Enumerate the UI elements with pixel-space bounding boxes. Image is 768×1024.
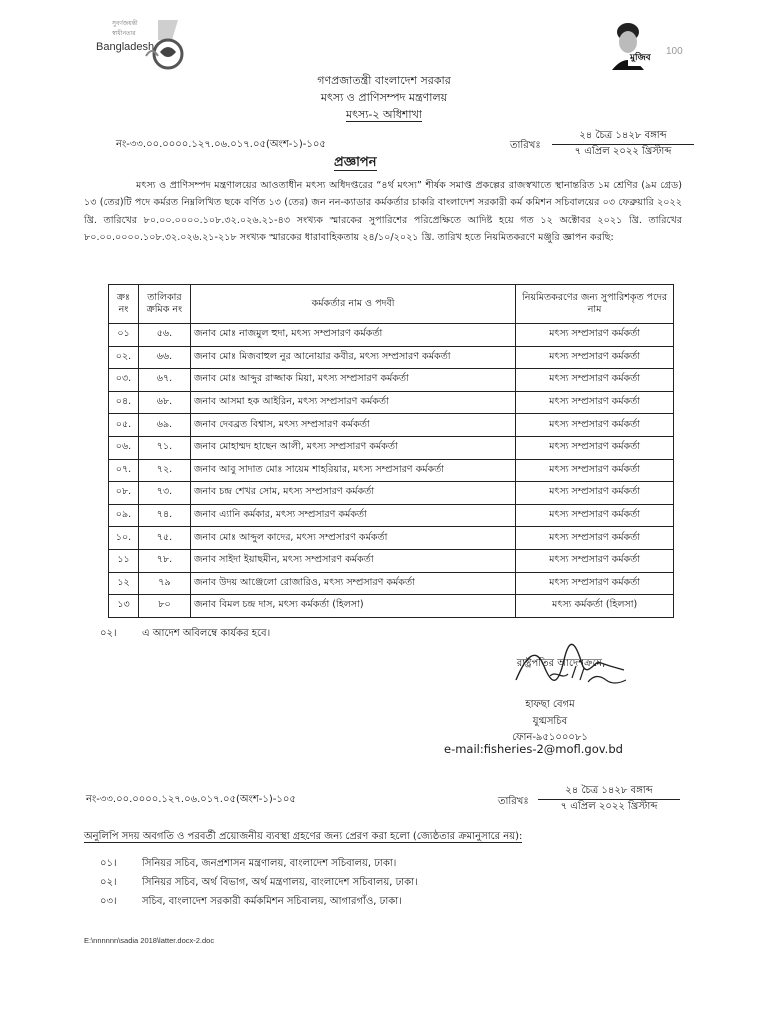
signatory-phone: ফোন-৯৫১০০০৮১ [512, 732, 588, 743]
list-serial-cell: ৭৯ [138, 572, 190, 595]
list-serial-cell: ৮০ [138, 595, 190, 618]
serial-cell: ০৪. [109, 391, 139, 414]
golden-jubilee-logo [96, 16, 196, 72]
notification-body: মৎস্য ও প্রাণিসম্পদ মন্ত্রণালয়ের আওতাধীন মৎস্য অধিদপ্তরের “৪র্থ মৎস্য” শীর্ষক সমাপ্ত প্রকল্পের রাজস্বখাতে স্থানান্তরিত ১ম শ্রেণির (৯ম গ্রেড) ১৩ (তের)টি পদে কর্মরত নিম্নলিখিত ছকে বর্ণিত ১৩ (তের) জন নন-ক্যাডার কর্মকর্তার চাকরি বাংলাদেশ সরকারী কর্ম কমিশন সচিবালয়ের ০৩ ফেব্রুয়ারি ২০২২ খ্রি. তারিখের ৮০.০০.০০০০.১০৮.৩২.০২৬.২১-৪৩ সংখ্যক স্মারকের সুপারিশের পরিপ্রেক্ষিতে আদিষ্ট হয়ে গত ১২ অক্টোবর ২০২১ খ্রি. তারিখের ৮০.০০.০০০০.১০৮.৩২.০২৬.২১-২১৮ সংখ্যক স্মারকের ধারাবাহিকতায় ২৪/১০/২০২১ খ্রি. তারিখ হতে নিয়মিতকরণে মঞ্জুরি জ্ঞাপন করছি: [84, 180, 682, 244]
serial-cell: ০৮. [109, 482, 139, 505]
officer-name-cell: জনাব চন্দ্র শেখর সোম, মৎস্য সম্প্রসারণ কর্মকর্তা [190, 482, 515, 505]
order-text: এ আদেশ অবিলম্বে কার্যকর হবে। [142, 628, 271, 639]
officer-name-cell: জনাব মোঃ মিজবাহুল নুর আনোয়ার কবীর, মৎস্য সম্প্রসারণ কর্মকর্তা [190, 346, 515, 369]
recommended-post-cell: মৎস্য সম্প্রসারণ কর্মকর্তা [516, 459, 674, 482]
date-bangla-bottom: ২৪ চৈত্র ১৪২৮ বঙ্গাব্দ [538, 784, 680, 800]
cc-item-number: ০৩। [100, 896, 117, 907]
date-label: তারিখঃ [510, 140, 541, 151]
list-serial-cell: ৭৫. [138, 527, 190, 550]
table-row [109, 572, 674, 595]
serial-cell: ০৭. [109, 459, 139, 482]
ministry-title: মৎস্য ও প্রাণিসম্পদ মন্ত্রণালয় [320, 91, 448, 104]
recommended-post-cell: মৎস্য সম্প্রসারণ কর্মকর্তা [516, 436, 674, 459]
notification-title-text: প্রজ্ঞাপন [334, 155, 377, 170]
serial-cell: ০১ [109, 324, 139, 347]
signatory-designation: যুগ্মসচিব [532, 716, 568, 727]
table-row [109, 436, 674, 459]
signatory-name: হাফছা বেগম [525, 699, 575, 710]
list-serial-cell: ৭৩. [138, 482, 190, 505]
officer-name-cell: জনাব মোঃ আব্দুর রাজ্জাক মিয়া, মৎস্য সম্প্রসারণ কর্মকর্তা [190, 369, 515, 392]
officer-name-cell: জনাব মোঃ আব্দুল কাদের, মৎস্য সম্প্রসারণ কর্মকর্তা [190, 527, 515, 550]
order-number: ০২। [100, 628, 117, 639]
recommended-post-cell: মৎস্য সম্প্রসারণ কর্মকর্তা [516, 324, 674, 347]
serial-cell: ০৬. [109, 436, 139, 459]
recommended-post-cell: মৎস্য সম্প্রসারণ কর্মকর্তা [516, 414, 674, 437]
serial-cell: ০৩. [109, 369, 139, 392]
table-body [109, 324, 674, 618]
table-row [109, 482, 674, 505]
list-serial-cell: ৬৬. [138, 346, 190, 369]
cc-item-text: সিনিয়র সচিব, জনপ্রশাসন মন্ত্রণালয়, বাংলাদেশ সচিবালয়, ঢাকা। [142, 858, 397, 869]
svg-text:100: 100 [666, 46, 683, 57]
recommended-post-cell: মৎস্য সম্প্রসারণ কর্মকর্তা [516, 572, 674, 595]
recommended-post-cell: মৎস্য কর্মকর্তা (হিলসা) [516, 595, 674, 618]
cc-item-text: সচিব, বাংলাদেশ সরকারী কর্মকমিশন সচিবালয়, আগারগাঁও, ঢাকা। [142, 896, 402, 907]
memo-date [552, 129, 694, 159]
list-serial-cell: ৬৮. [138, 391, 190, 414]
officer-name-cell: জনাব দেবব্রত বিশ্বাস, মৎস্য সম্প্রসারণ কর্মকর্তা [190, 414, 515, 437]
notification-title [334, 153, 377, 174]
recommended-post-cell: মৎস্য সম্প্রসারণ কর্মকর্তা [516, 391, 674, 414]
govt-title: গণপ্রজাতন্ত্রী বাংলাদেশ সরকার [317, 74, 451, 87]
officer-name-cell: জনাব উদয় আঞ্জেলো রোজারিও, মৎস্য সম্প্রসারণ কর্মকর্তা [190, 572, 515, 595]
table-row [109, 595, 674, 618]
officer-name-cell: জনাব আবু সাদাত মোঃ সায়েম শাহরিয়ার, মৎস্য সম্প্রসারণ কর্মকর্তা [190, 459, 515, 482]
officer-name-cell: জনাব বিমল চন্দ্র দাস, মৎস্য কর্মকর্তা (হিলসা) [190, 595, 515, 618]
list-serial-cell: ৭৮. [138, 549, 190, 572]
officer-name-cell: জনাব সাইদা ইয়াছমীন, মৎস্য সম্প্রসারণ কর্মকর্তা [190, 549, 515, 572]
officer-name-cell: জনাব মোহাম্মদ হাছেন আলী, মৎস্য সম্প্রসারণ কর্মকর্তা [190, 436, 515, 459]
serial-cell: ০৯. [109, 504, 139, 527]
cc-item-text: সিনিয়র সচিব, অর্থ বিভাগ, অর্থ মন্ত্রণালয়, বাংলাদেশ সচিবালয়, ঢাকা। [142, 877, 418, 888]
recommended-post-cell: মৎস্য সম্প্রসারণ কর্মকর্তা [516, 527, 674, 550]
officer-name-cell: জনাব আসমা হক আইরিন, মৎস্য সম্প্রসারণ কর্মকর্তা [190, 391, 515, 414]
header-recommended-post: নিয়মিতকরণের জন্য সুপারিশকৃত পদের নাম [516, 285, 674, 324]
mujib-100-logo [606, 14, 688, 70]
recommended-post-cell: মৎস্য সম্প্রসারণ কর্মকর্তা [516, 346, 674, 369]
memo-number: নং-৩৩.০০.০০০০.১২৭.০৬.০১৭.০৫(অংশ-১)-১০৫ [116, 139, 326, 150]
table-header-row [109, 285, 674, 324]
list-serial-cell: ৭২. [138, 459, 190, 482]
list-serial-cell: ৭৪. [138, 504, 190, 527]
serial-cell: ১১ [109, 549, 139, 572]
table-row [109, 414, 674, 437]
memo-number-bottom: নং-৩৩.০০.০০০০.১২৭.০৬.০১৭.০৫(অংশ-১)-১০৫ [86, 794, 296, 805]
table-row [109, 527, 674, 550]
cc-item-number: ০১। [100, 858, 117, 869]
list-serial-cell: ৫৬. [138, 324, 190, 347]
table-row [109, 346, 674, 369]
recommended-post-cell: মৎস্য সম্প্রসারণ কর্মকর্তা [516, 504, 674, 527]
list-serial-cell: ৬৯. [138, 414, 190, 437]
memo-date-bottom [538, 784, 680, 814]
logo-brand-text: Bangladesh [96, 41, 155, 53]
header-serial: ক্রঃ নং [109, 285, 139, 324]
recommended-post-cell: মৎস্য সম্প্রসারণ কর্মকর্তা [516, 549, 674, 572]
officer-name-cell: জনাব মোঃ নাজমুল হুদা, মৎস্য সম্প্রসারণ কর্মকর্তা [190, 324, 515, 347]
table-row [109, 504, 674, 527]
officer-table [108, 284, 674, 618]
serial-cell: ০২. [109, 346, 139, 369]
serial-cell: ১০. [109, 527, 139, 550]
header-list-serial: তালিকার ক্রমিক নং [138, 285, 190, 324]
date-english-bottom: ৭ এপ্রিল ২০২২ খ্রিস্টাব্দ [560, 801, 658, 812]
cc-heading [84, 829, 522, 846]
logo-small-text-1: সুবর্ণজয়ন্তী [112, 20, 138, 27]
date-bangla: ২৪ চৈত্র ১৪২৮ বঙ্গাব্দ [552, 129, 694, 145]
handwritten-signature-icon [506, 636, 636, 696]
recommended-post-cell: মৎস্য সম্প্রসারণ কর্মকর্তা [516, 482, 674, 505]
recommended-post-cell: মৎস্য সম্প্রসারণ কর্মকর্তা [516, 369, 674, 392]
table-row [109, 391, 674, 414]
signatory-email: e-mail:fisheries-2@mofl.gov.bd [444, 742, 623, 756]
cc-item-number: ০২। [100, 877, 117, 888]
table-row [109, 369, 674, 392]
cc-heading-text: অনুলিপি সদয় অবগতি ও পরবর্তী প্রয়োজনীয় ব্যবস্থা গ্রহণের জন্য প্রেরণ করা হলো (জ্যেষ্ঠতার ক্রমানুসারে নয়): [84, 831, 523, 842]
serial-cell: ০৫. [109, 414, 139, 437]
date-label-bottom: তারিখঃ [498, 796, 529, 807]
list-serial-cell: ৭১. [138, 436, 190, 459]
mujib-logo-label: মুজিব [630, 53, 651, 63]
table-row [109, 549, 674, 572]
section-title [234, 107, 534, 123]
list-serial-cell: ৬৭. [138, 369, 190, 392]
table-row [109, 459, 674, 482]
serial-cell: ১৩ [109, 595, 139, 618]
serial-cell: ১২ [109, 572, 139, 595]
header-officer-name: কর্মকর্তার নাম ও পদবী [190, 285, 515, 324]
by-order-line: রাষ্ট্রপতির আদেশক্রমে, [516, 658, 606, 669]
table-row [109, 324, 674, 347]
jubilee-emblem-icon [138, 16, 186, 72]
officer-name-cell: জনাব এ্যানি কর্মকার, মৎস্য সম্প্রসারণ কর্মকর্তা [190, 504, 515, 527]
logo-small-text-2: স্বাধীনতার [112, 30, 136, 37]
section-title-text: মৎস্য-২ অধিশাখা [345, 108, 422, 121]
date-english: ৭ এপ্রিল ২০২২ খ্রিস্টাব্দ [574, 146, 672, 157]
file-path: E:\nnnnnn\sadia 2018\latter.docx-2.doc [84, 936, 215, 945]
